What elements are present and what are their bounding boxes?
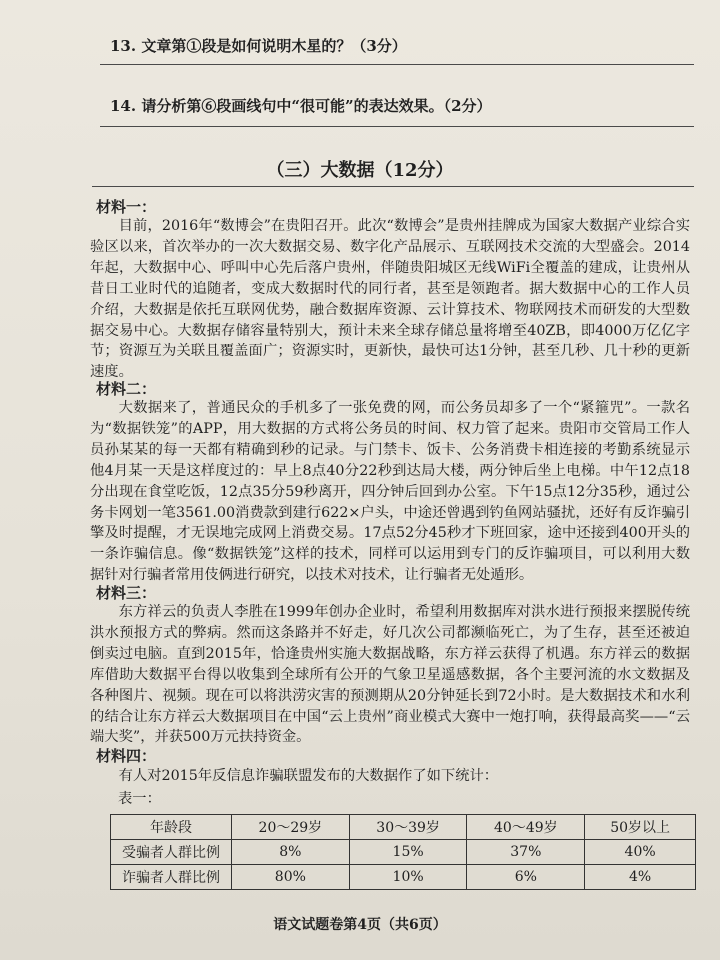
table-cell: 10% xyxy=(349,865,467,890)
table-header-cell: 年龄段 xyxy=(111,815,232,840)
table-cell: 37% xyxy=(467,840,585,865)
answer-line xyxy=(100,126,694,127)
material-3-text: 东方祥云的负责人李胜在1999年创办企业时，希望利用数据库对洪水进行预报来摆脱传统洪水预报方式的弊病。然而这条路并不好走，好几次公司都濒临死亡，为了生存，甚至还被迫倒卖过电脑。直到2015年，恰逢贵州实施大数据战略，东方祥云获得了机遇。东方祥云的数据库借助大数据平台得以收集到全球所有公开的气象卫星遥感数据，各个主要河流的水文数据及各种图片、视频。现在可以将洪涝灾害的预测期从20分钟延长到72小时。是大数据技术和水利的结合让东方祥云大数据项目在中国“云上贵州”商业模式大赛中一炮打响，获得最高奖——“云端大奖”，并获500万元扶持资金。 xyxy=(90,604,690,746)
table-header-cell: 20～29岁 xyxy=(232,815,350,840)
page-footer: 语文试题卷第4页（共6页） xyxy=(273,917,447,933)
table-header-cell: 50岁以上 xyxy=(585,815,696,840)
table-label: 表一： xyxy=(118,791,161,807)
table-row xyxy=(111,865,696,890)
table-cell: 6% xyxy=(467,865,585,890)
material-1-text: 目前，2016年“数博会”在贵阳召开。此次“数博会”是贵州挂牌成为国家大数据产业综合实验区以来，首次举办的一次大数据交易、数字化产品展示、互联网技术交流的大型盛会。2014年起，大数据中心、呼叫中心先后落户贵州，伴随贵阳城区无线WiFi全覆盖的建成，让贵州从昔日工业时代的追随者，变成大数据时代的同行者，甚至是领跑者。据大数据中心的工作人员介绍，大数据是依托互联网优势，融合数据库资源、云计算技术、物联网技术而研发的大型数据交易中心。大数据存储容量特别大，预计未来全球存储总量将增至40ZB，即4000万亿亿字节；资源互为关联且覆盖面广；资源实时，更新快，最快可达1分钟，甚至几秒、几十秒的更新速度。 xyxy=(90,218,690,381)
material-1-label: 材料一： xyxy=(96,198,157,216)
table-cell: 15% xyxy=(349,840,467,865)
material-3-label: 材料三： xyxy=(96,584,157,602)
material-4-text: 有人对2015年反信息诈骗联盟发布的大数据作了如下统计： xyxy=(118,768,499,784)
table-row-label: 受骗者人群比例 xyxy=(111,840,232,865)
title-rule xyxy=(92,186,694,187)
table-row xyxy=(111,840,696,865)
answer-line xyxy=(100,64,694,65)
table-header-cell: 40～49岁 xyxy=(467,815,585,840)
fraud-stats-table xyxy=(110,814,696,890)
section-title: （三）大数据（12分） xyxy=(266,160,454,181)
table-cell: 40% xyxy=(585,840,696,865)
question-13: 13. 文章第①段是如何说明木星的？（3分） xyxy=(110,37,407,55)
table-cell: 8% xyxy=(232,840,350,865)
material-2-label: 材料二： xyxy=(96,380,157,398)
table-header-row xyxy=(111,815,696,840)
material-4-label: 材料四： xyxy=(96,747,157,765)
question-14: 14. 请分析第⑥段画线句中“很可能”的表达效果。（2分） xyxy=(110,97,492,115)
table-header-cell: 30～39岁 xyxy=(349,815,467,840)
table-cell: 80% xyxy=(232,865,350,890)
material-2-text: 大数据来了，普通民众的手机多了一张免费的网，而公务员却多了一个“紧箍咒”。一款名为“数据铁笼”的APP，用大数据的方式将公务员的时间、权力管了起来。贵阳市交管局工作人员孙某某的每一天都有精确到秒的记录。与门禁卡、饭卡、公务消费卡相连接的考勤系统显示他4月某一天是这样度过的：早上8点40分22秒到达局大楼，两分钟后坐上电梯。中午12点18分出现在食堂吃饭，12点35分59秒离开，四分钟后回到办公室。下午15点12分35秒，通过公务卡网划一笔3561.00消费款到建行622×户头，中途还曾遇到钓鱼网站骚扰，还好有反诈骗引擎及时提醒，才无误地完成网上消费交易。17点52分45秒才下班回家，途中还接到400开头的一条诈骗信息。像“数据铁笼”这样的技术，同样可以运用到专门的反诈骗项目，可以利用大数据针对行骗者常用伎俩进行研究，以技术对技术，让行骗者无处遁形。 xyxy=(90,400,690,584)
table-cell: 4% xyxy=(585,865,696,890)
table-row-label: 诈骗者人群比例 xyxy=(111,865,232,890)
